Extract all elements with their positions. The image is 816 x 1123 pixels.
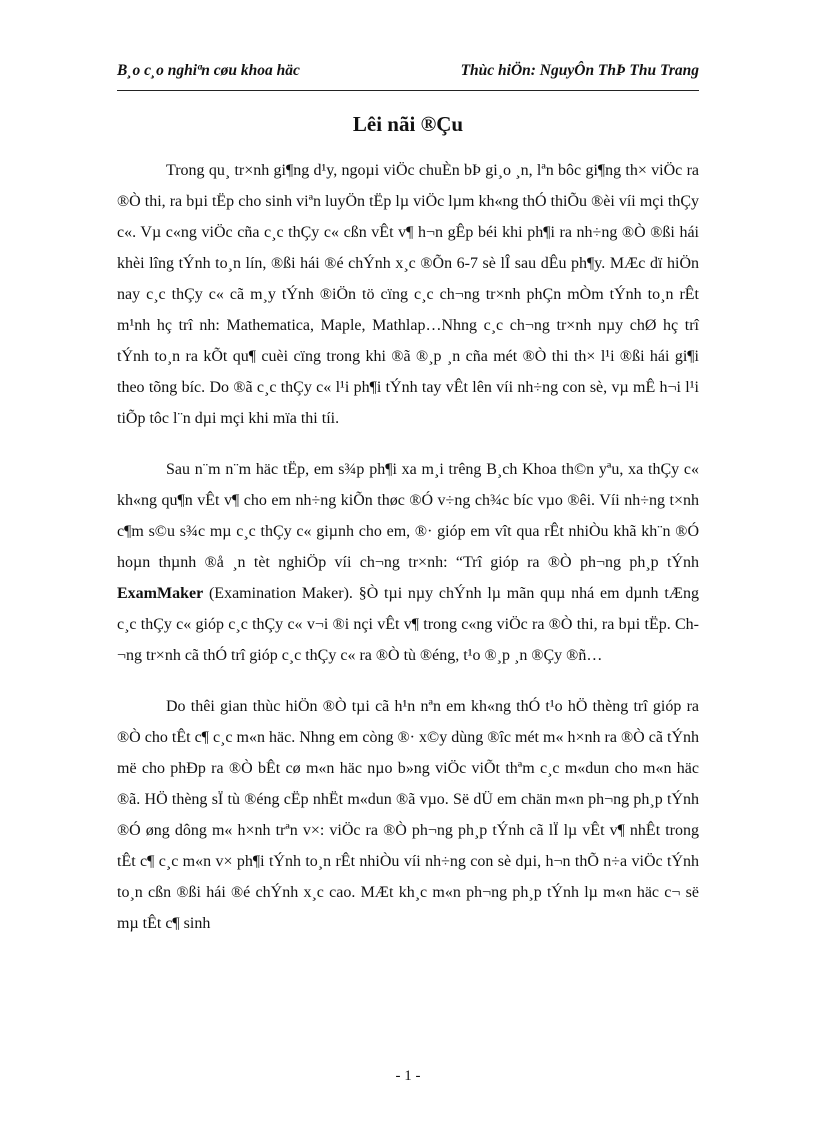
paragraph-1: Trong qu¸ tr×nh gi¶ng d¹y, ngoµi viÖc chuÈn bÞ gi¸o ¸n, lªn bôc gi¶ng th× viÖc ra ®Ò thi, ra bµi tËp cho sinh viªn luyÖn tËp lµ viÖc lµm kh«ng thÓ thiÕu ®èi víi mçi thÇy c«. Vµ c«ng viÖc cña c¸c thÇy c« cßn vÊt v¶ h¬n gÊp béi khi ph¶i ra nh÷ng ®Ò ®ßi hái khèi lîng tÝnh to¸n lín, ®ßi hái ®é chÝnh x¸c ®Õn 6-7 sè lÎ sau dÊu ph¶y. MÆc dï hiÖn nay c¸c thÇy c« cã m¸y tÝnh ®iÖn tö cïng c¸c ch¬ng tr×nh phÇn mÒm tÝnh to¸n rÊt m¹nh hç trî nh: Mathematica, Maple, Mathlap…Nhng c¸c ch¬ng tr×nh nµy chØ hç trî tÝnh to¸n ra kÕt qu¶ cuèi cïng trong khi ®ã ®¸p ¸n cña mét ®Ò thi th× l¹i ®ßi hái gi¶i theo tõng bíc. Do ®ã c¸c thÇy c« l¹i ph¶i tÝnh tay vÊt lên víi nh÷ng con sè, vµ mÊ h¬i l¹i tiÕp tôc l¨n dµi mçi khi mïa thi tíi.: [117, 162, 699, 427]
document-title: Lêi nãi ®Çu: [352, 112, 464, 136]
header-report-title: B¸o c¸o nghiªn cøu khoa häc: [117, 62, 300, 79]
page-number: - 1 -: [395, 1068, 421, 1084]
paragraph-2: [117, 454, 699, 671]
paragraph-3: Do thêi gian thùc hiÖn ®Ò tµi cã h¹n nªn em kh«ng thÓ t¹o hÖ thèng trî gióp ra ®Ò cho tÊt c¶ c¸c m«n häc. Nhng em còng ®· x©y dùng ®îc mét m« h×nh ra ®Ò cã tÝnh më cho phÐp ra ®Ò bÊt cø m«n häc nµo b»ng viÖc viÕt thªm c¸c m«dun cho m«n häc ®ã. HÖ thèng sÏ tù ®éng cËp nhËt m«dun ®ã vµo. Së dÜ em chän m«n ph¬ng ph¸p tÝnh ®Ó øng dông m« h×nh trªn v×: viÖc ra ®Ò ph¬ng ph¸p tÝnh cã lÏ lµ vÊt v¶ nhÊt trong tÊt c¶ c¸c m«n v× ph¶i tÝnh to¸n rÊt nhiÒu víi nh÷ng con sè dµi, h¬n thÕ n÷a viÖc tÝnh to¸n cßn ®ßi hái ®é chÝnh x¸c cao. MÆt kh¸c m«n ph¬ng ph¸p tÝnh lµ m«n häc c¬ së mµ tÊt c¶ sinh: [117, 698, 699, 932]
paragraph-2-post: (Examination Maker). §Ò tµi nµy chÝnh lµ mãn quµ nhá em dµnh tÆng c¸c thÇy c« gióp c¸c thÇy c« v¬i ®i nçi vÊt v¶ trong c«ng viÖc ra ®Ò thi, ra bµi tËp. Ch¬ng tr×nh cã thÓ trî gióp c¸c thÇy c« ra ®Ò tù ®éng, t¹o ®¸p ¸n ®Çy ®ñ…: [117, 585, 699, 664]
program-name: ExamMaker: [117, 585, 204, 602]
paragraph-2-pre: Sau n¨m n¨m häc tËp, em s¾p ph¶i xa m¸i trêng B¸ch Khoa th©n yªu, xa thÇy c« kh«ng qu¶n vÊt v¶ cho em nh÷ng kiÕn thøc ®Ó v÷ng ch¾c bíc vµo ®êi. Víi nh÷ng t×nh c¶m s©u s¾c mµ c¸c thÇy c« giµnh cho em, ®· gióp em vît qua rÊt nhiÒu khã kh¨n ®Ó hoµn thµnh ®å ¸n tèt nghiÖp víi ch¬ng tr×nh: “Trî gióp ra ®Ò ph¬ng ph¸p tÝnh: [117, 461, 699, 571]
page-header: [117, 56, 699, 91]
header-author: Thùc hiÖn: NguyÔn ThÞ Thu Trang: [460, 62, 699, 79]
document-body: [117, 155, 699, 959]
